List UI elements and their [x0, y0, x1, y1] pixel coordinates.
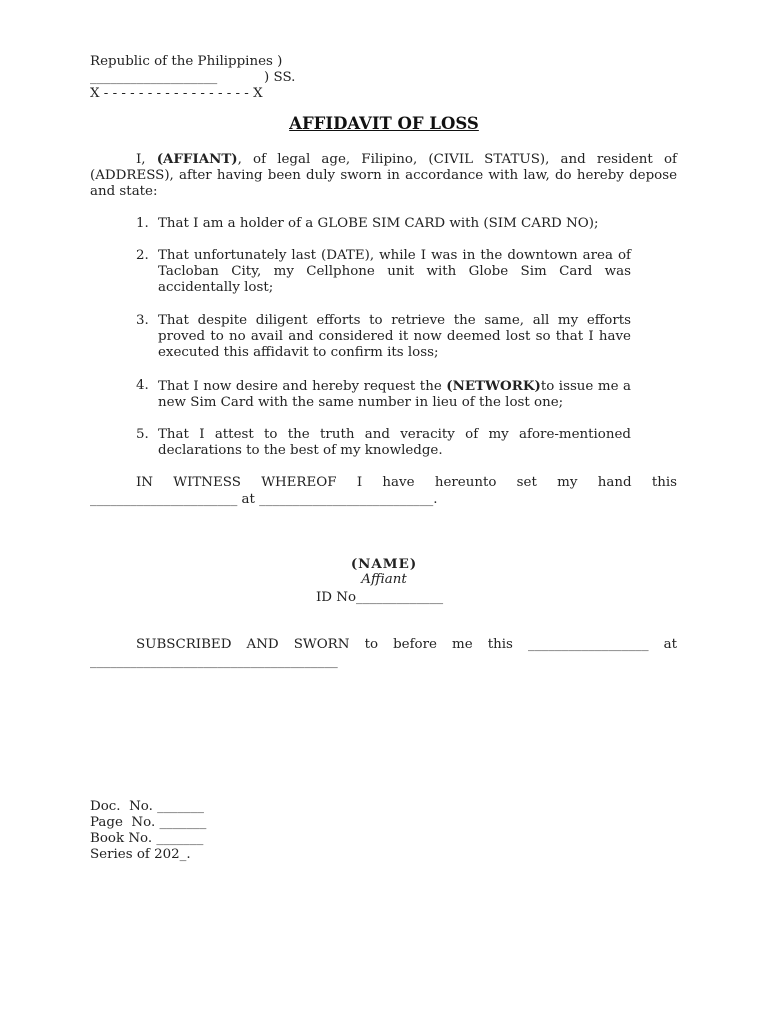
signature-role: Affiant	[361, 572, 407, 587]
list-item-text-post: to issue me a new Sim Card with the same number in lieu of the lost one;	[158, 379, 631, 410]
subscribed-line-1: SUBSCRIBED AND SWORN to before me this __________________ at	[136, 637, 677, 652]
list-item-number: 3.	[136, 313, 149, 328]
list-item-text-pre: That I now desire and hereby request the	[158, 379, 447, 394]
list-item-text: That unfortunately last (DATE), while I was in the downtown area of Tacloban City, my Cellphone unit with Globe Sim Card was accidentally lost;	[158, 248, 631, 295]
subscribed-line-2: _____________________________________	[90, 654, 338, 669]
list-item-text: That I am a holder of a GLOBE SIM CARD with (SIM CARD NO);	[158, 216, 599, 231]
intro-pre: I,	[136, 152, 157, 167]
caption-republic: Republic of the Philippines )	[90, 54, 283, 69]
caption-x-line: X - - - - - - - - - - - - - - - - - X	[90, 86, 263, 101]
list-item-4	[136, 378, 631, 411]
notarial-book-no: Book No. _______	[90, 831, 204, 846]
list-item-number: 1.	[136, 216, 149, 231]
list-item-network: (NETWORK)	[446, 378, 541, 394]
list-item-1	[136, 216, 631, 232]
witness-line-1: IN WITNESS WHEREOF I have hereunto set my hand this	[136, 475, 677, 490]
witness-line-2: ______________________ at __________________________.	[90, 492, 438, 507]
notarial-series: Series of 202_.	[90, 847, 191, 862]
list-item-2	[136, 248, 631, 296]
signature-id: ID No_____________	[316, 590, 444, 605]
notarial-doc-no: Doc. No. _______	[90, 799, 204, 814]
notarial-page-no: Page No. _______	[90, 815, 207, 830]
intro-affiant: (AFFIANT)	[156, 151, 238, 167]
list-item-text	[158, 378, 631, 411]
document-title: AFFIDAVIT OF LOSS	[289, 114, 479, 133]
intro-post: , of legal age, Filipino, (CIVIL STATUS), and resident of (ADDRESS), after having been duly sworn in accordance with law, do hereby depose and state:	[90, 152, 677, 199]
signature-name: (NAME)	[350, 556, 418, 572]
list-item-text: That I attest to the truth and veracity of my afore-mentioned declarations to the best of my knowledge.	[158, 427, 631, 458]
list-item-5	[136, 427, 631, 459]
list-item-number: 4.	[136, 378, 149, 393]
caption-ss-line: ___________________ ) SS.	[90, 70, 296, 85]
list-item-3	[136, 313, 631, 361]
list-item-text: That despite diligent efforts to retrieve the same, all my efforts proved to no avail and considered it now deemed lost so that I have executed this affidavit to confirm its loss;	[158, 313, 631, 360]
list-item-number: 2.	[136, 248, 149, 263]
list-item-number: 5.	[136, 427, 149, 442]
intro-paragraph	[90, 151, 677, 200]
